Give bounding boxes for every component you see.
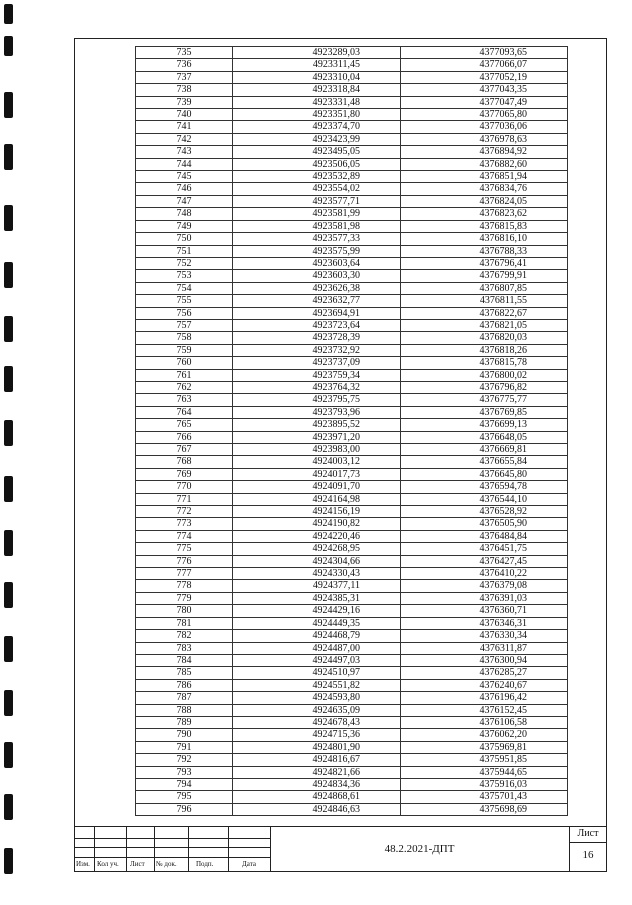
point-number: 786 <box>136 679 233 691</box>
x-coordinate: 4924801,90 <box>233 741 401 753</box>
table-row <box>136 146 568 158</box>
table-row <box>136 47 568 59</box>
binder-mark <box>4 794 13 820</box>
y-coordinate: 4376285,27 <box>401 667 568 679</box>
x-coordinate: 4923694,91 <box>233 307 401 319</box>
x-coordinate: 4923532,89 <box>233 171 401 183</box>
point-number: 768 <box>136 456 233 468</box>
point-number: 770 <box>136 481 233 493</box>
x-coordinate: 4923732,92 <box>233 344 401 356</box>
x-coordinate: 4924304,66 <box>233 555 401 567</box>
x-coordinate: 4924330,43 <box>233 568 401 580</box>
y-coordinate: 4376106,58 <box>401 716 568 728</box>
x-coordinate: 4923554,02 <box>233 183 401 195</box>
point-number: 775 <box>136 543 233 555</box>
point-number: 738 <box>136 84 233 96</box>
x-coordinate: 4923795,75 <box>233 394 401 406</box>
point-number: 790 <box>136 729 233 741</box>
y-coordinate: 4376800,02 <box>401 369 568 381</box>
sheet-number: 16 <box>582 849 594 861</box>
point-number: 739 <box>136 96 233 108</box>
x-coordinate: 4924003,12 <box>233 456 401 468</box>
y-coordinate: 4376699,13 <box>401 419 568 431</box>
x-coordinate: 4924846,63 <box>233 803 401 815</box>
table-row <box>136 357 568 369</box>
y-coordinate: 4376410,22 <box>401 568 568 580</box>
y-coordinate: 4376834,76 <box>401 183 568 195</box>
table-row <box>136 642 568 654</box>
y-coordinate: 4376505,90 <box>401 518 568 530</box>
table-row <box>136 444 568 456</box>
x-coordinate: 4923895,52 <box>233 419 401 431</box>
y-coordinate: 4376152,45 <box>401 704 568 716</box>
table-row <box>136 493 568 505</box>
table-row <box>136 754 568 766</box>
point-number: 767 <box>136 444 233 456</box>
point-number: 763 <box>136 394 233 406</box>
x-coordinate: 4923983,00 <box>233 444 401 456</box>
table-row <box>136 766 568 778</box>
y-coordinate: 4376379,08 <box>401 580 568 592</box>
y-coordinate: 4376528,92 <box>401 506 568 518</box>
y-coordinate: 4376821,05 <box>401 319 568 331</box>
x-coordinate: 4924164,98 <box>233 493 401 505</box>
table-row <box>136 245 568 257</box>
x-coordinate: 4924385,31 <box>233 592 401 604</box>
x-coordinate: 4923575,99 <box>233 245 401 257</box>
table-row <box>136 233 568 245</box>
x-coordinate: 4924816,67 <box>233 754 401 766</box>
x-coordinate: 4923577,71 <box>233 195 401 207</box>
y-coordinate: 4376594,78 <box>401 481 568 493</box>
point-number: 757 <box>136 319 233 331</box>
point-number: 776 <box>136 555 233 567</box>
y-coordinate: 4376196,42 <box>401 692 568 704</box>
table-row <box>136 369 568 381</box>
x-coordinate: 4924551,82 <box>233 679 401 691</box>
y-coordinate: 4376391,03 <box>401 592 568 604</box>
x-coordinate: 4923423,99 <box>233 133 401 145</box>
table-row <box>136 121 568 133</box>
table-row <box>136 716 568 728</box>
x-coordinate: 4923971,20 <box>233 431 401 443</box>
table-row <box>136 109 568 121</box>
point-number: 792 <box>136 754 233 766</box>
y-coordinate: 4376796,41 <box>401 257 568 269</box>
y-coordinate: 4375951,85 <box>401 754 568 766</box>
x-coordinate: 4924017,73 <box>233 468 401 480</box>
binder-mark <box>4 144 13 170</box>
point-number: 777 <box>136 568 233 580</box>
point-number: 788 <box>136 704 233 716</box>
y-coordinate: 4377043,35 <box>401 84 568 96</box>
binder-mark <box>4 582 13 608</box>
table-row <box>136 555 568 567</box>
x-coordinate: 4923793,96 <box>233 406 401 418</box>
table-row <box>136 282 568 294</box>
x-coordinate: 4924834,36 <box>233 778 401 790</box>
table-row <box>136 617 568 629</box>
point-number: 744 <box>136 158 233 170</box>
x-coordinate: 4923495,05 <box>233 146 401 158</box>
x-coordinate: 4923723,64 <box>233 319 401 331</box>
x-coordinate: 4924156,19 <box>233 506 401 518</box>
table-row <box>136 506 568 518</box>
point-number: 761 <box>136 369 233 381</box>
point-number: 764 <box>136 406 233 418</box>
coordinates-table <box>135 46 568 816</box>
y-coordinate: 4376824,05 <box>401 195 568 207</box>
point-number: 741 <box>136 121 233 133</box>
table-row <box>136 220 568 232</box>
y-coordinate: 4375701,43 <box>401 791 568 803</box>
table-row <box>136 133 568 145</box>
point-number: 750 <box>136 233 233 245</box>
point-number: 793 <box>136 766 233 778</box>
table-row <box>136 530 568 542</box>
table-row <box>136 171 568 183</box>
point-number: 772 <box>136 506 233 518</box>
y-coordinate: 4376822,67 <box>401 307 568 319</box>
point-number: 783 <box>136 642 233 654</box>
binder-mark <box>4 366 13 392</box>
x-coordinate: 4923331,48 <box>233 96 401 108</box>
x-coordinate: 4923289,03 <box>233 47 401 59</box>
binder-mark <box>4 476 13 502</box>
y-coordinate: 4376300,94 <box>401 654 568 666</box>
y-coordinate: 4376851,94 <box>401 171 568 183</box>
binder-mark <box>4 530 13 556</box>
table-row <box>136 630 568 642</box>
table-row <box>136 468 568 480</box>
x-coordinate: 4924510,97 <box>233 667 401 679</box>
table-row <box>136 270 568 282</box>
x-coordinate: 4924468,79 <box>233 630 401 642</box>
point-number: 742 <box>136 133 233 145</box>
y-coordinate: 4376796,82 <box>401 381 568 393</box>
x-coordinate: 4923310,04 <box>233 71 401 83</box>
stamp-label-sign: Подп. <box>196 860 214 868</box>
x-coordinate: 4923577,33 <box>233 233 401 245</box>
stamp-label-date: Дата <box>242 860 256 868</box>
point-number: 760 <box>136 357 233 369</box>
table-row <box>136 456 568 468</box>
x-coordinate: 4924868,61 <box>233 791 401 803</box>
point-number: 753 <box>136 270 233 282</box>
point-number: 735 <box>136 47 233 59</box>
stamp-label-doc: № док. <box>156 860 177 868</box>
point-number: 796 <box>136 803 233 815</box>
point-number: 752 <box>136 257 233 269</box>
y-coordinate: 4376655,84 <box>401 456 568 468</box>
point-number: 746 <box>136 183 233 195</box>
table-row <box>136 381 568 393</box>
table-row <box>136 307 568 319</box>
y-coordinate: 4376544,10 <box>401 493 568 505</box>
binder-mark <box>4 316 13 342</box>
point-number: 759 <box>136 344 233 356</box>
table-row <box>136 59 568 71</box>
point-number: 766 <box>136 431 233 443</box>
y-coordinate: 4376346,31 <box>401 617 568 629</box>
x-coordinate: 4924268,95 <box>233 543 401 555</box>
y-coordinate: 4376645,80 <box>401 468 568 480</box>
table-row <box>136 778 568 790</box>
table-row <box>136 332 568 344</box>
y-coordinate: 4376769,85 <box>401 406 568 418</box>
y-coordinate: 4376427,45 <box>401 555 568 567</box>
binder-mark <box>4 690 13 716</box>
x-coordinate: 4923728,39 <box>233 332 401 344</box>
table-row <box>136 71 568 83</box>
y-coordinate: 4377093,65 <box>401 47 568 59</box>
table-row <box>136 344 568 356</box>
y-coordinate: 4377036,06 <box>401 121 568 133</box>
point-number: 773 <box>136 518 233 530</box>
y-coordinate: 4376775,77 <box>401 394 568 406</box>
point-number: 779 <box>136 592 233 604</box>
y-coordinate: 4376311,87 <box>401 642 568 654</box>
table-row <box>136 704 568 716</box>
x-coordinate: 4923311,45 <box>233 59 401 71</box>
point-number: 756 <box>136 307 233 319</box>
y-coordinate: 4376648,05 <box>401 431 568 443</box>
point-number: 791 <box>136 741 233 753</box>
y-coordinate: 4376484,84 <box>401 530 568 542</box>
y-coordinate: 4376816,10 <box>401 233 568 245</box>
point-number: 785 <box>136 667 233 679</box>
x-coordinate: 4923764,32 <box>233 381 401 393</box>
table-row <box>136 257 568 269</box>
x-coordinate: 4923626,38 <box>233 282 401 294</box>
point-number: 754 <box>136 282 233 294</box>
y-coordinate: 4377065,80 <box>401 109 568 121</box>
x-coordinate: 4924635,09 <box>233 704 401 716</box>
x-coordinate: 4924377,11 <box>233 580 401 592</box>
point-number: 747 <box>136 195 233 207</box>
x-coordinate: 4923506,05 <box>233 158 401 170</box>
y-coordinate: 4376815,83 <box>401 220 568 232</box>
stamp-label-change: Изм. <box>76 860 90 868</box>
table-row <box>136 195 568 207</box>
y-coordinate: 4376799,91 <box>401 270 568 282</box>
y-coordinate: 4376823,62 <box>401 208 568 220</box>
binder-mark <box>4 742 13 768</box>
x-coordinate: 4924429,16 <box>233 605 401 617</box>
table-row <box>136 208 568 220</box>
document-code: 48.2.2021-ДПТ <box>384 843 455 855</box>
x-coordinate: 4923318,84 <box>233 84 401 96</box>
table-row <box>136 791 568 803</box>
x-coordinate: 4924091,70 <box>233 481 401 493</box>
y-coordinate: 4377052,19 <box>401 71 568 83</box>
table-row <box>136 518 568 530</box>
point-number: 745 <box>136 171 233 183</box>
y-coordinate: 4376330,34 <box>401 630 568 642</box>
binder-mark <box>4 420 13 446</box>
title-block <box>74 826 607 872</box>
table-row <box>136 419 568 431</box>
table-row <box>136 654 568 666</box>
point-number: 789 <box>136 716 233 728</box>
table-row <box>136 679 568 691</box>
x-coordinate: 4923581,99 <box>233 208 401 220</box>
table-row <box>136 803 568 815</box>
binder-mark <box>4 636 13 662</box>
point-number: 769 <box>136 468 233 480</box>
table-row <box>136 692 568 704</box>
x-coordinate: 4924220,46 <box>233 530 401 542</box>
binder-mark <box>4 4 13 24</box>
point-number: 778 <box>136 580 233 592</box>
table-row <box>136 183 568 195</box>
table-row <box>136 741 568 753</box>
binder-mark <box>4 262 13 288</box>
table-row <box>136 543 568 555</box>
point-number: 748 <box>136 208 233 220</box>
y-coordinate: 4377047,49 <box>401 96 568 108</box>
table-row <box>136 580 568 592</box>
x-coordinate: 4923632,77 <box>233 295 401 307</box>
point-number: 736 <box>136 59 233 71</box>
y-coordinate: 4375944,65 <box>401 766 568 778</box>
binder-mark <box>4 36 13 56</box>
x-coordinate: 4923374,70 <box>233 121 401 133</box>
y-coordinate: 4376240,67 <box>401 679 568 691</box>
point-number: 758 <box>136 332 233 344</box>
point-number: 762 <box>136 381 233 393</box>
x-coordinate: 4924678,43 <box>233 716 401 728</box>
y-coordinate: 4376818,26 <box>401 344 568 356</box>
y-coordinate: 4377066,07 <box>401 59 568 71</box>
y-coordinate: 4376360,71 <box>401 605 568 617</box>
sheet-label: Лист <box>577 828 599 839</box>
x-coordinate: 4924487,00 <box>233 642 401 654</box>
table-row <box>136 605 568 617</box>
x-coordinate: 4924449,35 <box>233 617 401 629</box>
point-number: 740 <box>136 109 233 121</box>
point-number: 787 <box>136 692 233 704</box>
binder-mark <box>4 205 13 231</box>
point-number: 749 <box>136 220 233 232</box>
y-coordinate: 4376811,55 <box>401 295 568 307</box>
y-coordinate: 4375969,81 <box>401 741 568 753</box>
y-coordinate: 4376807,85 <box>401 282 568 294</box>
y-coordinate: 4376820,03 <box>401 332 568 344</box>
y-coordinate: 4376894,92 <box>401 146 568 158</box>
point-number: 755 <box>136 295 233 307</box>
x-coordinate: 4924715,36 <box>233 729 401 741</box>
point-number: 743 <box>136 146 233 158</box>
table-row <box>136 729 568 741</box>
x-coordinate: 4923581,98 <box>233 220 401 232</box>
table-row <box>136 96 568 108</box>
point-number: 782 <box>136 630 233 642</box>
table-row <box>136 394 568 406</box>
table-row <box>136 319 568 331</box>
y-coordinate: 4376978,63 <box>401 133 568 145</box>
table-row <box>136 406 568 418</box>
point-number: 765 <box>136 419 233 431</box>
y-coordinate: 4376788,33 <box>401 245 568 257</box>
table-row <box>136 481 568 493</box>
x-coordinate: 4923603,64 <box>233 257 401 269</box>
y-coordinate: 4375698,69 <box>401 803 568 815</box>
x-coordinate: 4923737,09 <box>233 357 401 369</box>
point-number: 771 <box>136 493 233 505</box>
y-coordinate: 4376882,60 <box>401 158 568 170</box>
x-coordinate: 4923351,80 <box>233 109 401 121</box>
table-row <box>136 158 568 170</box>
table-row <box>136 295 568 307</box>
x-coordinate: 4924821,66 <box>233 766 401 778</box>
x-coordinate: 4923759,34 <box>233 369 401 381</box>
table-row <box>136 568 568 580</box>
point-number: 794 <box>136 778 233 790</box>
table-row <box>136 667 568 679</box>
binder-mark <box>4 848 13 874</box>
x-coordinate: 4924190,82 <box>233 518 401 530</box>
point-number: 780 <box>136 605 233 617</box>
point-number: 784 <box>136 654 233 666</box>
binder-mark <box>4 92 13 118</box>
table-row <box>136 431 568 443</box>
point-number: 795 <box>136 791 233 803</box>
stamp-label-count: Кол уч. <box>97 860 119 868</box>
table-row <box>136 84 568 96</box>
y-coordinate: 4375916,03 <box>401 778 568 790</box>
table-row <box>136 592 568 604</box>
point-number: 737 <box>136 71 233 83</box>
y-coordinate: 4376451,75 <box>401 543 568 555</box>
stamp-label-sheet: Лист <box>130 860 145 868</box>
x-coordinate: 4923603,30 <box>233 270 401 282</box>
y-coordinate: 4376815,78 <box>401 357 568 369</box>
point-number: 751 <box>136 245 233 257</box>
y-coordinate: 4376062,20 <box>401 729 568 741</box>
point-number: 774 <box>136 530 233 542</box>
x-coordinate: 4924497,03 <box>233 654 401 666</box>
x-coordinate: 4924593,80 <box>233 692 401 704</box>
point-number: 781 <box>136 617 233 629</box>
y-coordinate: 4376669,81 <box>401 444 568 456</box>
